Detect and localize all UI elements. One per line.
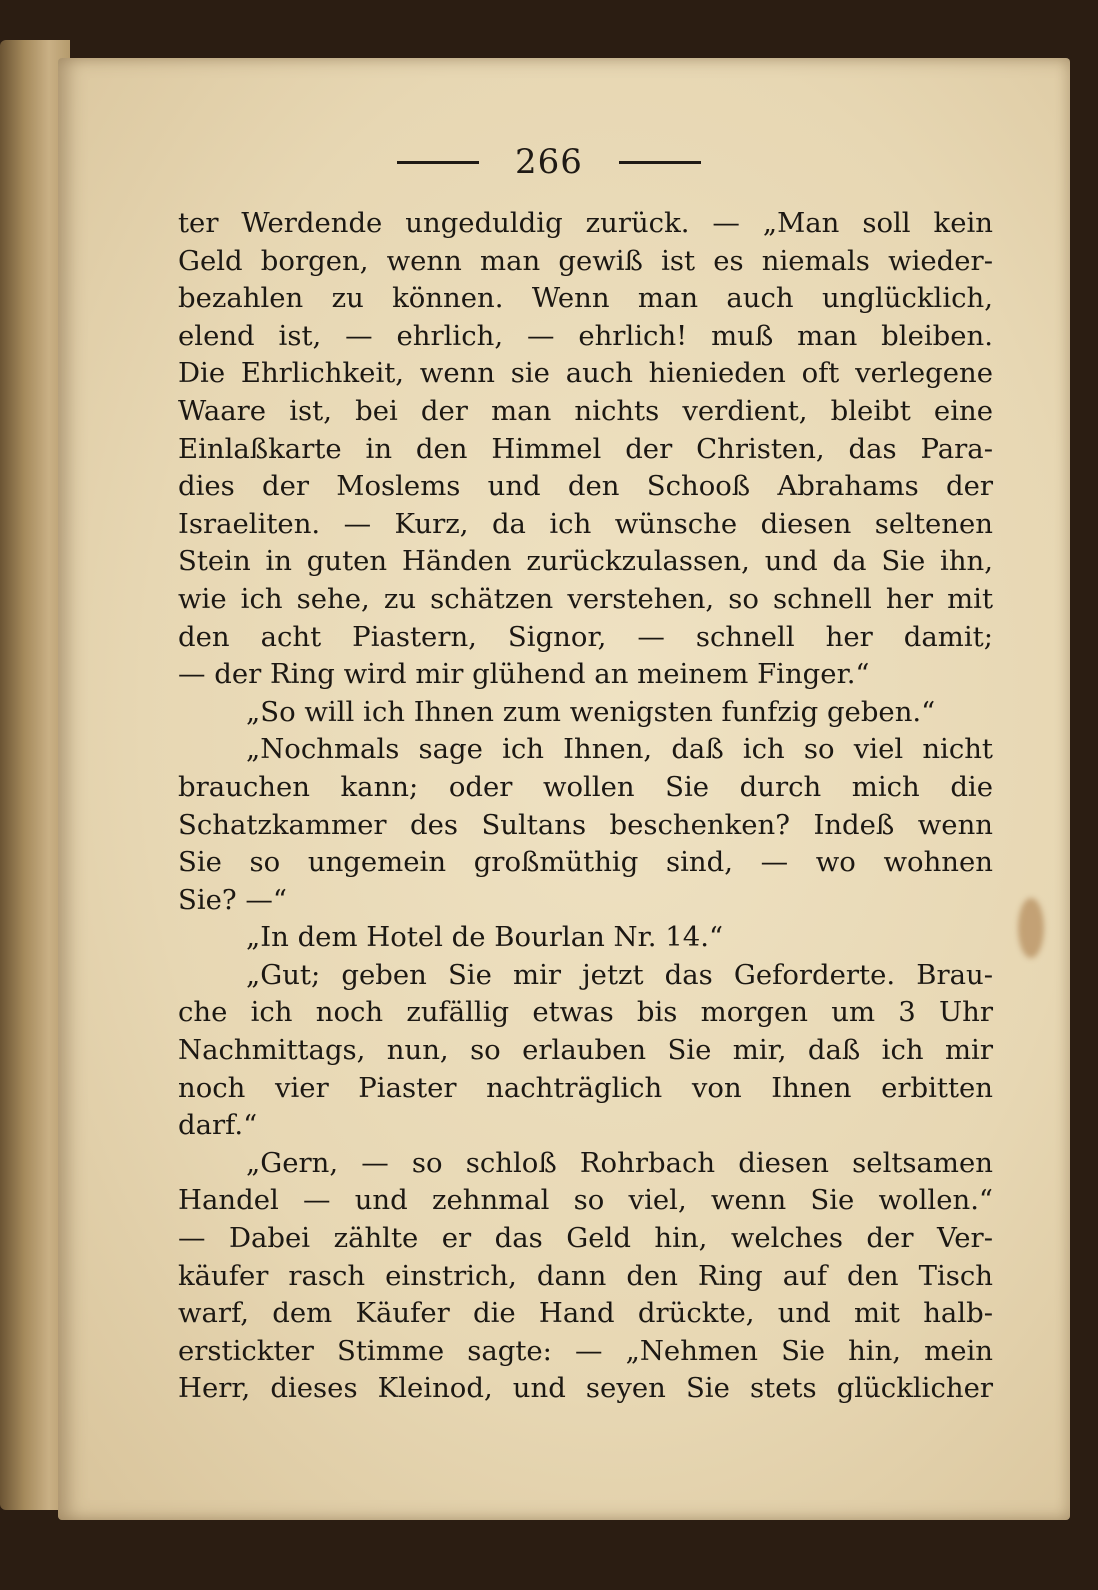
- text-line: ter Werdende ungeduldig zurück. — „Man soll kein: [178, 207, 993, 239]
- text-line: Waare ist, bei der man nichts verdient, bleibt eine: [178, 394, 993, 427]
- text-line: warf, dem Käufer die Hand drückte, und mit halb-: [178, 1297, 993, 1330]
- text-line: dies der Moslems und den Schooß Abrahams der: [178, 470, 993, 503]
- text-line: bezahlen zu können. Wenn man auch unglücklich,: [178, 282, 993, 315]
- page-stain: [1018, 898, 1044, 958]
- text-line: Sie? —“: [178, 883, 287, 916]
- text-line: — Dabei zählte er das Geld hin, welches der Ver-: [178, 1222, 993, 1255]
- text-line: che ich noch zufällig etwas bis morgen um 3 Uhr: [178, 996, 993, 1029]
- page-number: 266: [515, 142, 583, 182]
- text-line: Einlaßkarte in den Himmel der Christen, das Para-: [178, 432, 993, 465]
- header-rule-right: [619, 161, 701, 164]
- text-line: „In dem Hotel de Bourlan Nr. 14.“: [246, 921, 724, 954]
- text-line: Geld borgen, wenn man gewiß ist es niemals wieder-: [178, 244, 993, 277]
- text-line: Schatzkammer des Sultans beschenken? Indeß wenn: [178, 808, 993, 841]
- text-line: wie ich sehe, zu schätzen verstehen, so schnell her mit: [178, 582, 993, 615]
- text-line: — der Ring wird mir glühend an meinem Finger.“: [178, 658, 870, 691]
- text-line: „Gut; geben Sie mir jetzt das Geforderte. Brau-: [246, 958, 993, 991]
- text-line: brauchen kann; oder wollen Sie durch mich die: [178, 770, 993, 803]
- text-line: „So will ich Ihnen zum wenigsten funfzig geben.“: [246, 695, 936, 728]
- page-header: [0, 142, 1098, 182]
- text-line: noch vier Piaster nachträglich von Ihnen erbitten: [178, 1071, 993, 1104]
- text-line: käufer rasch einstrich, dann den Ring auf den Tisch: [178, 1259, 993, 1292]
- body-text: [178, 205, 993, 1408]
- text-line: elend ist, — ehrlich, — ehrlich! muß man bleiben.: [178, 319, 993, 352]
- text-line: den acht Piastern, Signor, — schnell her damit;: [178, 620, 993, 653]
- text-line: „Gern, — so schloß Rohrbach diesen seltsamen: [246, 1146, 993, 1179]
- text-line: erstickter Stimme sagte: — „Nehmen Sie hin, mein: [178, 1334, 993, 1367]
- text-line: „Nochmals sage ich Ihnen, daß ich so viel nicht: [246, 733, 993, 766]
- text-line: Stein in guten Händen zurückzulassen, und da Sie ihn,: [178, 545, 993, 578]
- text-line: Handel — und zehnmal so viel, wenn Sie wollen.“: [178, 1184, 993, 1217]
- text-line: Die Ehrlichkeit, wenn sie auch hienieden oft verlegene: [178, 357, 993, 390]
- text-line: Nachmittags, nun, so erlauben Sie mir, daß ich mir: [178, 1034, 993, 1067]
- text-line: darf.“: [178, 1109, 258, 1142]
- text-line: Herr, dieses Kleinod, und seyen Sie stets glücklicher: [178, 1372, 993, 1405]
- text-line: Sie so ungemein großmüthig sind, — wo wohnen: [178, 846, 993, 879]
- text-line: Israeliten. — Kurz, da ich wünsche diesen seltenen: [178, 507, 993, 540]
- header-rule-left: [397, 161, 479, 164]
